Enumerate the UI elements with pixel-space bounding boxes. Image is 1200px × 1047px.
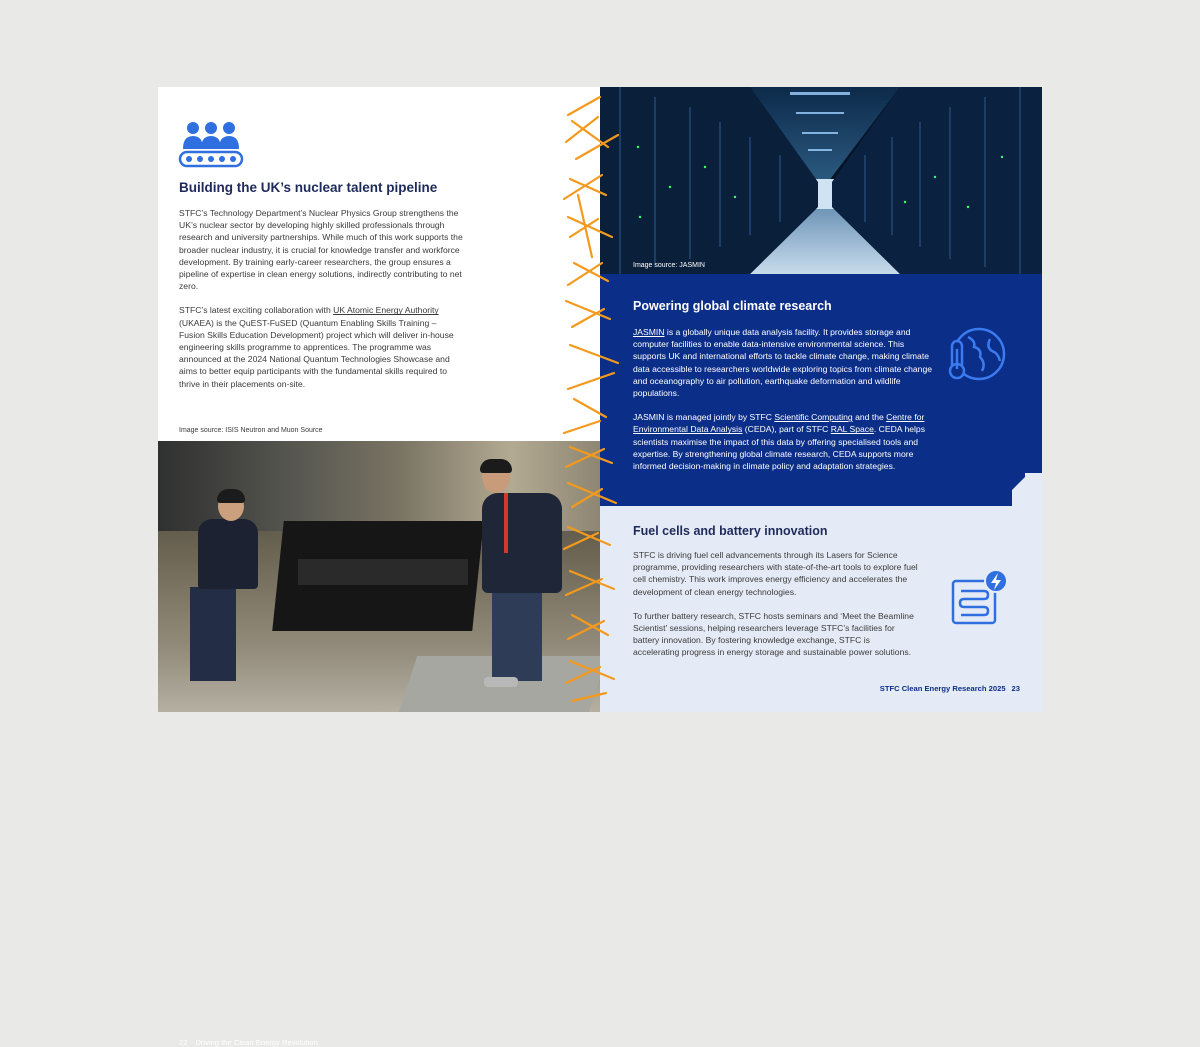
lab-photo (158, 441, 600, 1047)
climate-research-panel (600, 274, 1042, 506)
climate-para-1 (633, 326, 933, 399)
right-footer (880, 684, 1020, 693)
climate-research-body (633, 326, 933, 484)
fuel-cells-body (633, 549, 918, 671)
left-footer-title: Driving the Clean Energy Revolution (195, 1038, 318, 1047)
left-footer (179, 1038, 318, 1047)
fuel-para-2: To further battery research, STFC hosts seminars and ‘Meet the Beamline Scientist’ sessions, helping researchers leverage STFC’s facilities for battery innovation. By fostering knowledge exchange, STFC is accelerating progress in energy storage and sustainable power solutions. (633, 610, 914, 658)
left-page-number: 22 (179, 1038, 188, 1047)
team-conveyor-icon (178, 120, 244, 168)
right-footer-title: STFC Clean Energy Research 2025 (879, 684, 1006, 693)
scientific-computing-link[interactable]: Scientific Computing (774, 412, 853, 423)
talent-para-2 (179, 304, 464, 389)
right-page-number: 23 (1011, 684, 1020, 693)
talent-para-2-start: STFC’s latest exciting collaboration with (179, 305, 334, 316)
fuel-cells-heading: Fuel cells and battery innovation (633, 524, 828, 538)
left-page (158, 87, 600, 1047)
climate-para-2-a: JASMIN is managed jointly by STFC (633, 412, 775, 423)
server-image-caption: Image source: JASMIN (633, 262, 705, 269)
climate-para-2-b: and the (852, 412, 887, 423)
climate-para-2-d: . CEDA helps scientists maximise the impact of this data by offering specialised tools and expertise. By strengthening global climate research, CEDA supports more informed decision-making in climate policy and adaptation strategies. (633, 424, 925, 472)
ceda-link[interactable]: Centre for Environmental Data Analysis (633, 412, 925, 435)
document-spread (158, 87, 1042, 1047)
talent-pipeline-heading: Building the UK’s nuclear talent pipeline (179, 180, 438, 195)
right-page (600, 87, 1042, 712)
climate-para-1-text: is a globally unique data analysis facility. It provides storage and computer facilities to enable data-intensive environmental science. This supports UK and international efforts to tackle climate change, making climate data accessible to researchers worldwide exploring topics from climate change and oceanography to air pollution, earthquake deformation and wildlife populations. (633, 327, 933, 399)
talent-para-2-end: (UKAEA) is the QuEST-FuSED (Quantum Enabling Skills Training – Fusion Skills Education Development) project which will deliver in-house engineering skills programme to apprentices. The programme was announced at the 2024 National Quantum Technologies Showcase and aims to better equip participants with the fundamental skills required to thrive in their placements on-site. (179, 317, 454, 389)
talent-para-1: STFC’s Technology Department’s Nuclear Physics Group strengthens the UK’s nuclear sector by developing highly skilled professionals through research and university partnerships. While much of this work supports the broader nuclear industry, it is crucial for knowledge transfer and workforce development. By training early-career researchers, the group ensures a pipeline of expertise in clean energy solutions, indirectly contributing to net zero. (179, 208, 463, 292)
lab-image-caption: Image source: ISIS Neutron and Muon Source (179, 427, 323, 434)
climate-para-2-c: (CEDA), part of STFC (742, 424, 831, 435)
climate-para-2 (633, 411, 933, 472)
fuel-para-1: STFC is driving fuel cell advancements through its Lasers for Science programme, providing researchers with state-of-the-art tools to explore fuel cell chemistry. This work improves energy efficiency and accelerates the development of clean energy technologies. (633, 550, 918, 597)
globe-thermometer-icon (946, 325, 1006, 383)
ukaea-link[interactable]: UK Atomic Energy Authority (333, 305, 439, 316)
server-room-photo (600, 87, 1042, 274)
talent-pipeline-body (179, 207, 464, 402)
jasmin-link[interactable]: JASMIN (633, 327, 665, 337)
speech-bubble-notch (970, 473, 1042, 527)
climate-research-heading: Powering global climate research (633, 299, 832, 313)
ral-space-link[interactable]: RAL Space (830, 424, 874, 435)
fuel-cell-bolt-icon (950, 569, 1010, 627)
